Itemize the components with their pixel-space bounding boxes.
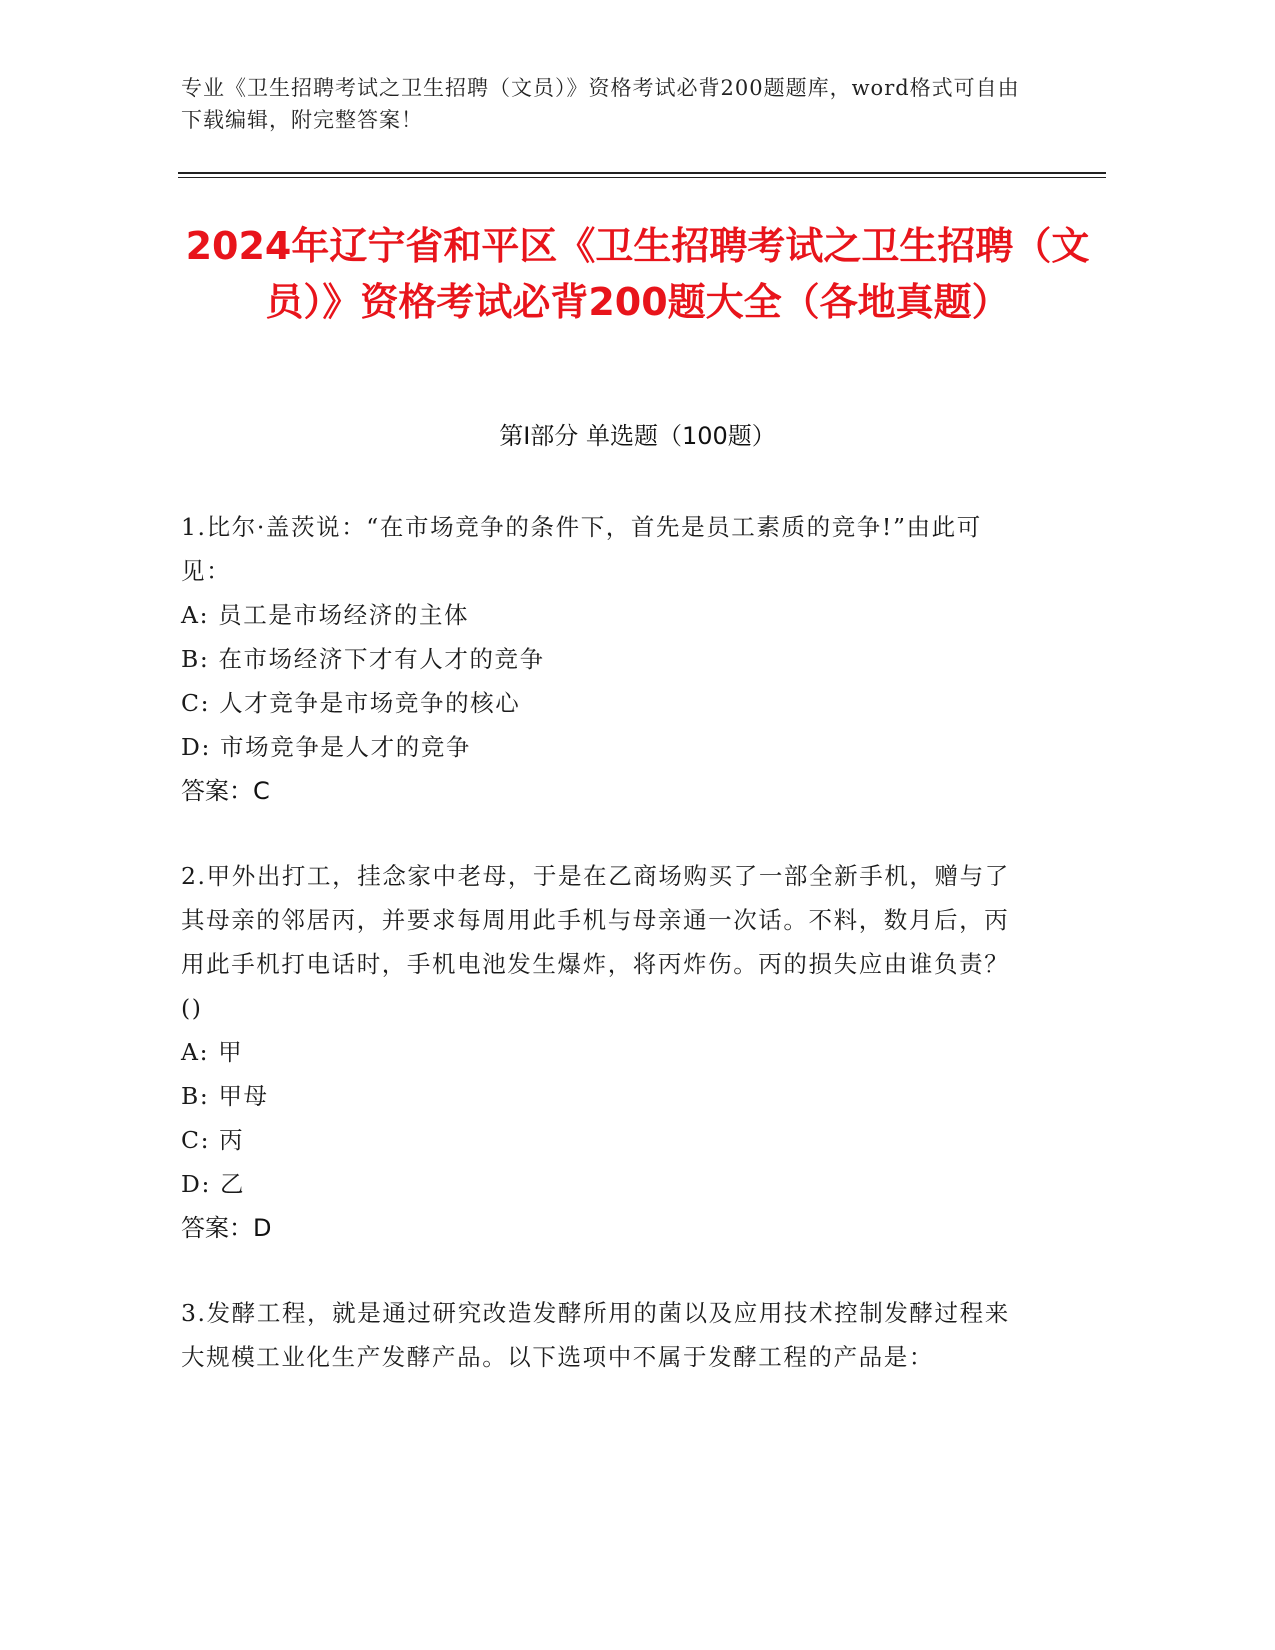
option-a: A: 甲 (181, 1038, 244, 1066)
question-3 (181, 1291, 1021, 1379)
question-2 (181, 854, 1021, 1250)
answer-line: 答案：C (181, 777, 270, 805)
question-stem: 1.比尔·盖茨说：“在市场竞争的条件下，首先是员工素质的竞争!”由此可见： (181, 513, 982, 585)
option-c: C: 丙 (181, 1126, 245, 1154)
header-divider-thick (178, 172, 1106, 174)
option-c: C: 人才竞争是市场竞争的核心 (181, 689, 521, 717)
option-b: B: 在市场经济下才有人才的竞争 (181, 645, 545, 673)
question-stem: 2.甲外出打工，挂念家中老母，于是在乙商场购买了一部全新手机，赠与了其母亲的邻居丙，并要求每周用此手机与母亲通一次话。不料，数月后，丙用此手机打电话时，手机电池发生爆炸，将丙炸伤。丙的损失应由谁负责？() (181, 862, 1010, 1022)
answer-line: 答案：D (181, 1214, 272, 1242)
question-1 (181, 505, 1021, 813)
option-d: D: 乙 (181, 1170, 246, 1198)
option-b: B: 甲母 (181, 1082, 269, 1110)
option-d: D: 市场竞争是人才的竞争 (181, 733, 472, 761)
section-heading: 第Ⅰ部分 单选题（100题） (499, 422, 776, 450)
question-stem: 3.发酵工程，就是通过研究改造发酵所用的菌以及应用技术控制发酵过程来大规模工业化生产发酵产品。以下选项中不属于发酵工程的产品是： (181, 1299, 1010, 1371)
header-note: 专业《卫生招聘考试之卫生招聘（文员）》资格考试必背200题题库，word格式可自由下载编辑，附完整答案！ (181, 76, 1020, 132)
document-title: 2024年辽宁省和平区《卫生招聘考试之卫生招聘（文员）》资格考试必背200题大全（各地真题） (185, 224, 1090, 324)
question-list (181, 505, 1021, 1420)
header-divider-thin (178, 177, 1106, 178)
option-a: A: 员工是市场经济的主体 (181, 601, 470, 629)
